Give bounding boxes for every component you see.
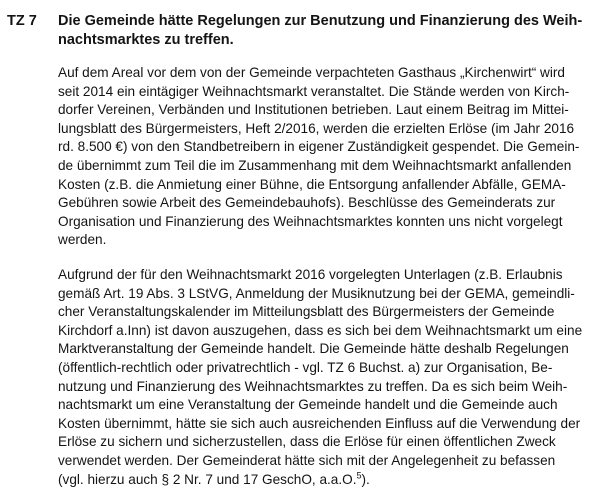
last-line-end: ). bbox=[361, 471, 370, 487]
text-line: gemäß Art. 19 Abs. 3 LStVG, Anmeldung der Musiknutzung bei der GEMA, gemeindli- bbox=[58, 285, 575, 301]
text-line: seit 2014 ein eintägiger Weihnachtsmarkt veranstaltet. Die Stände werden von Kirch- bbox=[58, 83, 570, 99]
text-line: Marktveranstaltung der Gemeinde handelt. Die Gemeinde hätte deshalb Regelungen bbox=[58, 341, 569, 357]
text-line: (öffentlich-rechtlich oder privatrechtlich - vgl. TZ 6 Buchst. a) zur Organisation, Be- bbox=[58, 359, 553, 375]
section-heading bbox=[58, 12, 583, 50]
text-line: lungsblatt des Bürgermeisters, Heft 2/2016, werden die erzielten Erlöse (im Jahr 2016 bbox=[58, 120, 575, 136]
text-line: dorfer Vereinen, Verbänden und Institutionen betrieben. Laut einem Beitrag im Mittei- bbox=[58, 102, 569, 118]
text-line: nutzung und Finanzierung des Weihnachtsmarktes zu treffen. Da es sich beim Weih- bbox=[58, 378, 568, 394]
text-line: Auf dem Areal vor dem von der Gemeinde verpachteten Gasthaus „Kirchenwirt“ wird bbox=[58, 65, 565, 80]
footnote-reference[interactable]: 5 bbox=[356, 470, 362, 480]
text-line: Erlöse zu sichern und sicherzustellen, dass die Erlöse für einen öffentlichen Zweck bbox=[58, 434, 556, 450]
text-line: Gebühren sowie Arbeit des Gemeindebauhofs). Beschlüsse des Gemeinderats zur bbox=[58, 195, 556, 211]
text-line-with-footnote bbox=[58, 471, 598, 490]
text-line: verwendet werden. Der Gemeinderat hätte sich mit der Angelegenheit zu befassen bbox=[58, 452, 556, 468]
heading-line: Die Gemeinde hätte Regelungen zur Benutzung und Finanzierung des Weih- bbox=[58, 13, 583, 29]
text-line: nachtsmarkt um eine Veranstaltung der Gemeinde handelt und die Gemeinde auch bbox=[58, 397, 558, 413]
text-line: Kosten übernimmt, hätte sie sich auch ausreichenden Einfluss auf die Verwendung der bbox=[58, 415, 581, 431]
paragraph-1 bbox=[58, 64, 598, 250]
text-line: de übernimmt zum Teil die im Zusammenhang mit dem Weihnachtsmarkt anfallenden bbox=[58, 157, 572, 173]
text-line: Kirchdorf a.Inn) ist davon auszugehen, dass es sich bei dem Weihnachtsmarkt um eine bbox=[58, 322, 583, 338]
last-line-text: (vgl. hierzu auch § 2 Nr. 7 und 17 GeschO, a.a.O. bbox=[58, 471, 357, 487]
text-line: rd. 8.500 €) von den Standbetreibern in eigener Zuständigkeit gespendet. Die Gemein- bbox=[58, 139, 580, 155]
text-line: cher Veranstaltungskalender im Mitteilungsblatt des Bürgermeisters der Gemeinde bbox=[58, 304, 555, 320]
text-line: werden. bbox=[58, 232, 107, 248]
text-line: Kosten (z.B. die Anmietung einer Bühne, die Entsorgung anfallender Abfälle, GEMA- bbox=[58, 176, 566, 192]
text-line: Aufgrund der für den Weihnachtsmarkt 2016 vorgelegten Unterlagen (z.B. Erlaubnis bbox=[58, 267, 563, 282]
section-label: TZ 7 bbox=[7, 13, 37, 29]
paragraph-2 bbox=[58, 266, 598, 489]
heading-line: nachtsmarktes zu treffen. bbox=[58, 32, 234, 48]
text-line: Organisation und Finanzierung des Weihnachtsmarktes konnten uns nicht vorgelegt bbox=[58, 213, 563, 229]
